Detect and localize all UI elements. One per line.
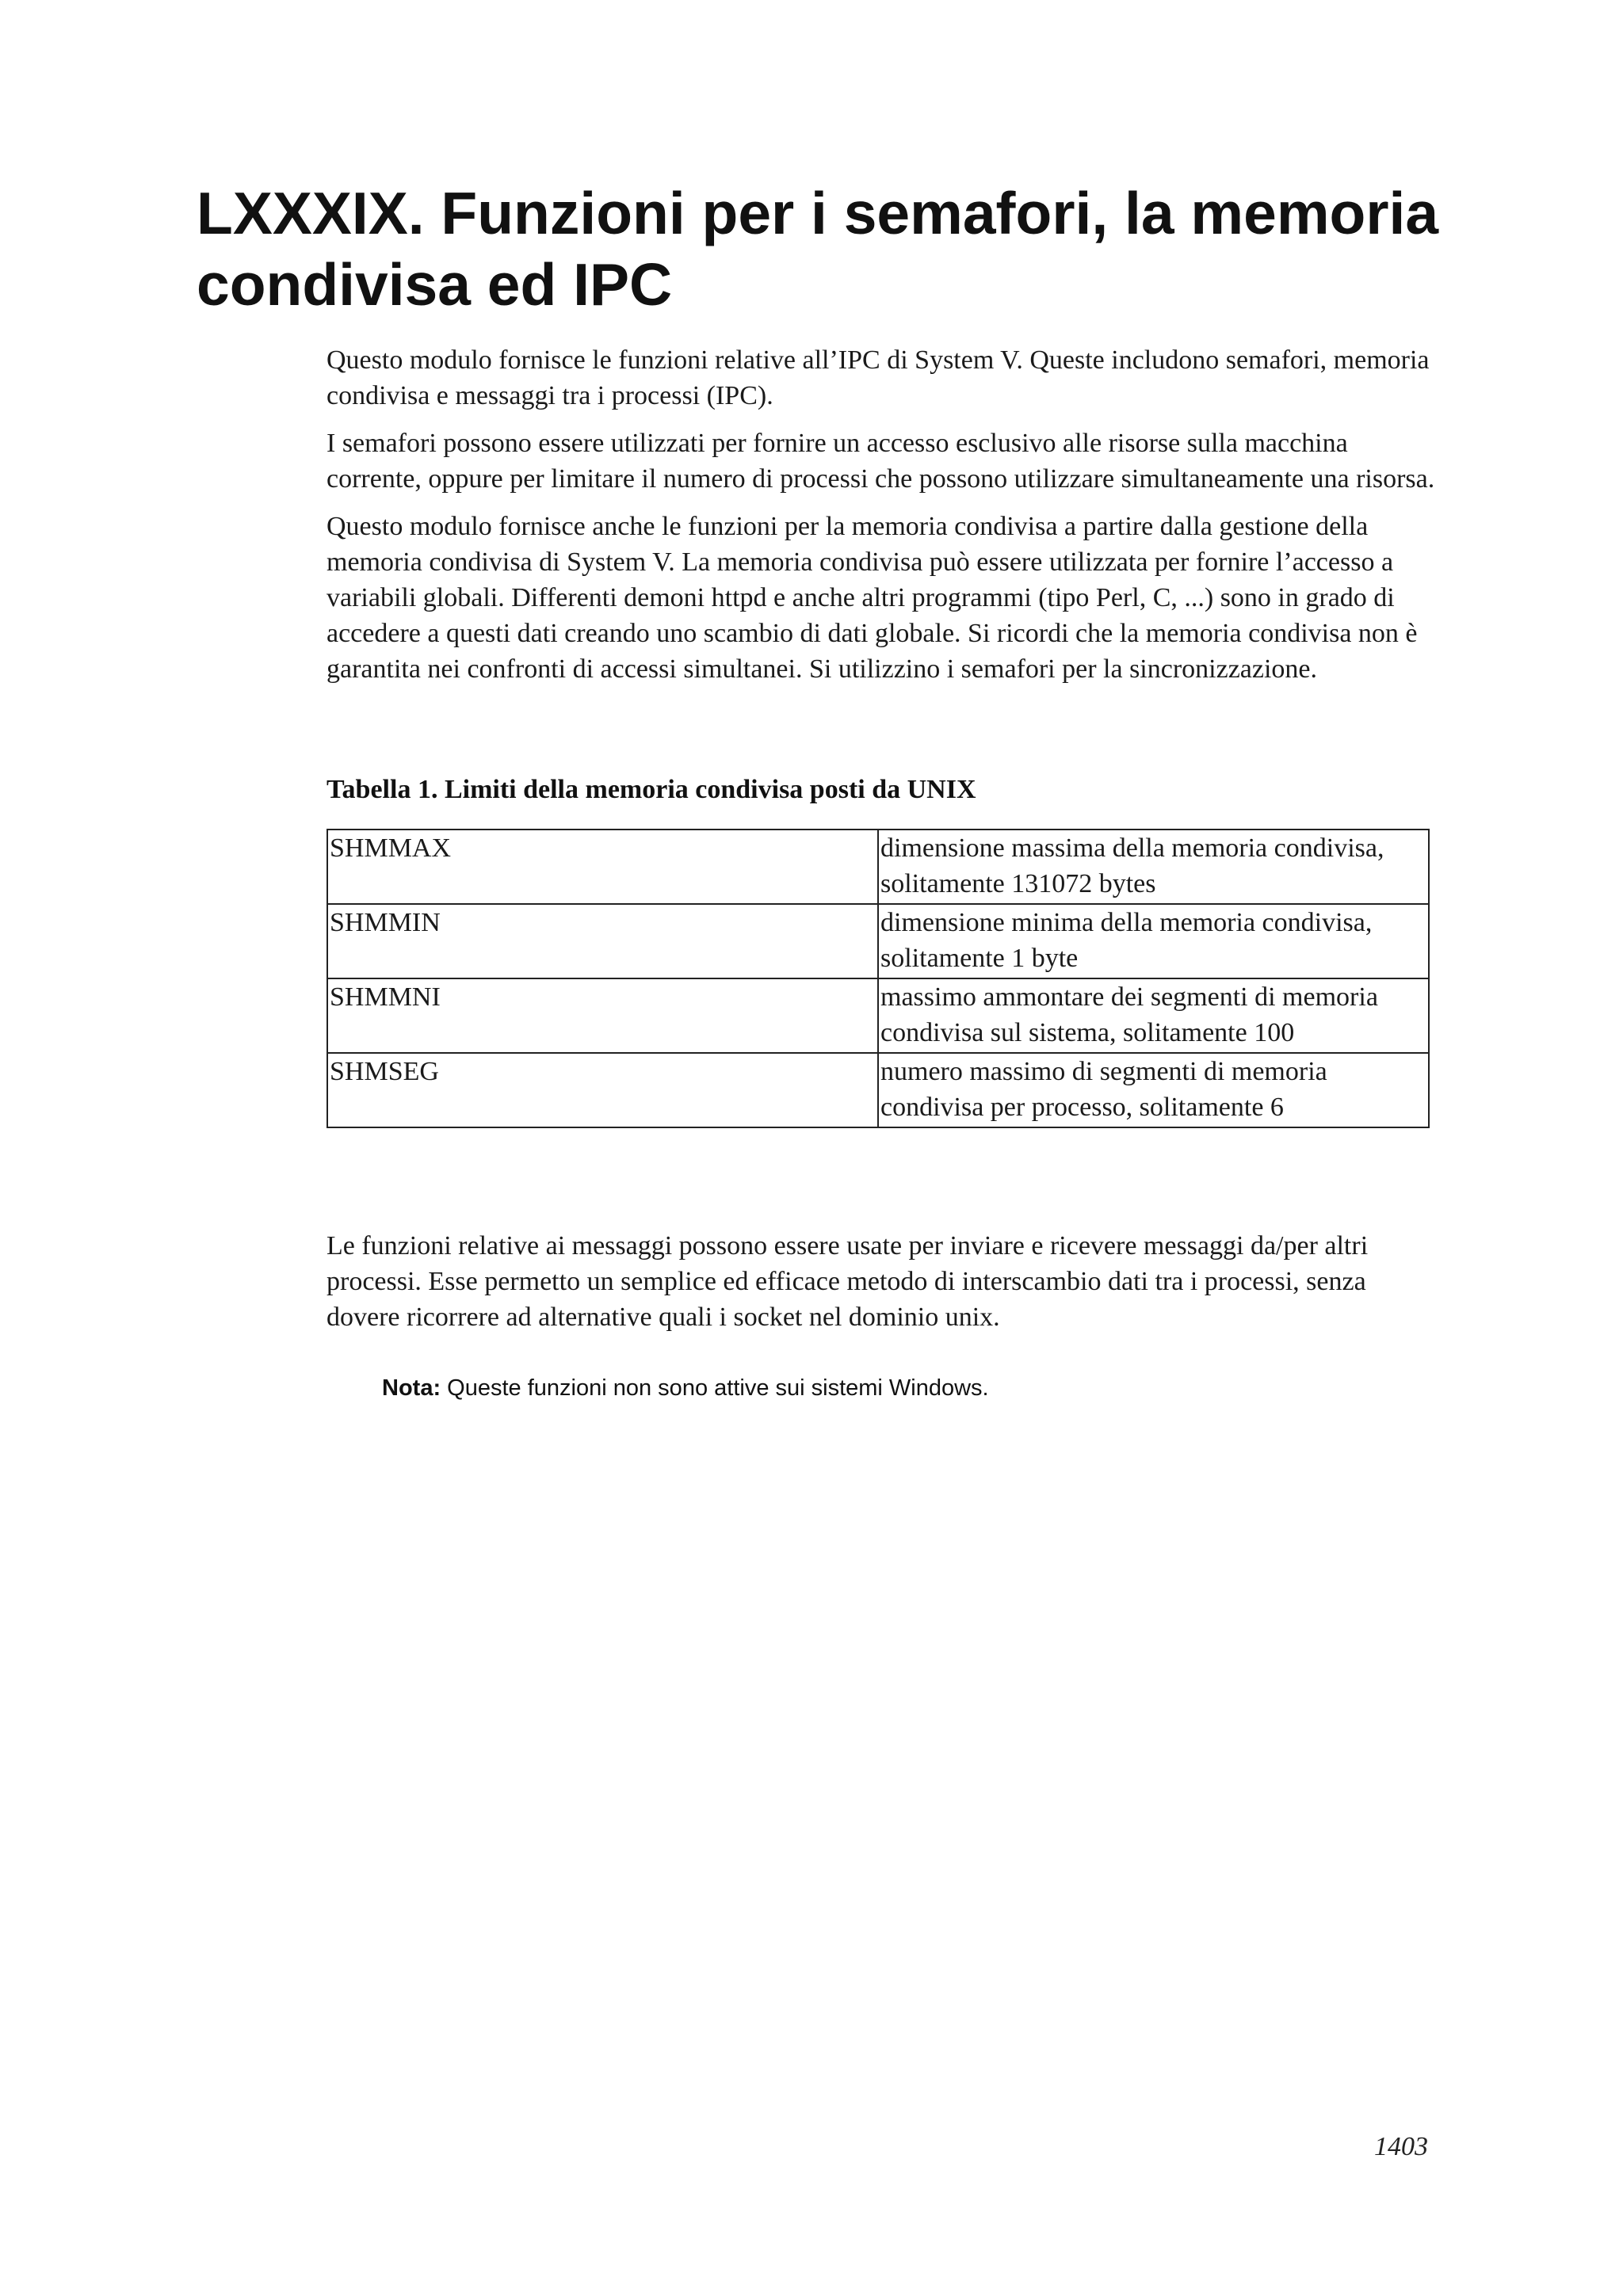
- paragraph-ipc-intro: Questo modulo fornisce le funzioni relative all’IPC di System V. Queste includono semafori, memoria condivisa e messaggi tra i processi (IPC).: [327, 345, 1430, 410]
- paragraph-messages: Le funzioni relative ai messaggi possono essere usate per inviare e ricevere messaggi da/per altri processi. Esse permetto un semplice ed efficace metodo di interscambio dati tra i processi, senza dovere ricorrere ad alternative quali i socket nel dominio unix.: [327, 1231, 1369, 1332]
- table-cell-name: SHMSEG: [327, 1053, 878, 1127]
- table-cell-name: SHMMIN: [327, 904, 878, 978]
- page-number: 1403: [1374, 2132, 1428, 2161]
- note-label: Nota:: [382, 1375, 441, 1401]
- chapter-title: LXXXIX. Funzioni per i semafori, la memoria condivisa ed IPC: [197, 180, 1439, 318]
- table-cell-description: dimensione massima della memoria condivisa, solitamente 131072 bytes: [878, 830, 1429, 904]
- table-cell-description: massimo ammontare dei segmenti di memoria condivisa sul sistema, solitamente 100: [878, 978, 1429, 1053]
- paragraph-semaphores: I semafori possono essere utilizzati per fornire un accesso esclusivo alle risorse sulla macchina corrente, oppure per limitare il numero di processi che possono utilizzare simultaneamente una risorsa.: [327, 429, 1435, 494]
- table-row: [327, 1053, 1429, 1127]
- table-cell-description: dimensione minima della memoria condivisa, solitamente 1 byte: [878, 904, 1429, 978]
- table-cell-description: numero massimo di segmenti di memoria condivisa per processo, solitamente 6: [878, 1053, 1429, 1127]
- table-cell-name: SHMMNI: [327, 978, 878, 1053]
- note-box: [382, 1374, 989, 1402]
- table-row: [327, 904, 1429, 978]
- intro-text: [327, 342, 1436, 699]
- table-row: [327, 830, 1429, 904]
- note-text: Queste funzioni non sono attive sui sistemi Windows.: [447, 1375, 989, 1401]
- table-row: [327, 978, 1429, 1053]
- messages-text: [327, 1228, 1436, 1335]
- shared-memory-limits-table: [327, 829, 1430, 1128]
- table-caption: Tabella 1. Limiti della memoria condivisa posti da UNIX: [327, 775, 976, 804]
- paragraph-shared-memory: Questo modulo fornisce anche le funzioni per la memoria condivisa a partire dalla gestione della memoria condivisa di System V. La memoria condivisa può essere utilizzata per fornire l’accesso a variabili globali. Differenti demoni httpd e anche altri programmi (tipo Perl, C, ...) sono in grado di accedere a questi dati creando uno scambio di dati globale. Si ricordi che la memoria condivisa non è garantita nei confronti di accessi simultanei. Si utilizzino i semafori per la sincronizzazione.: [327, 512, 1418, 684]
- table-cell-name: SHMMAX: [327, 830, 878, 904]
